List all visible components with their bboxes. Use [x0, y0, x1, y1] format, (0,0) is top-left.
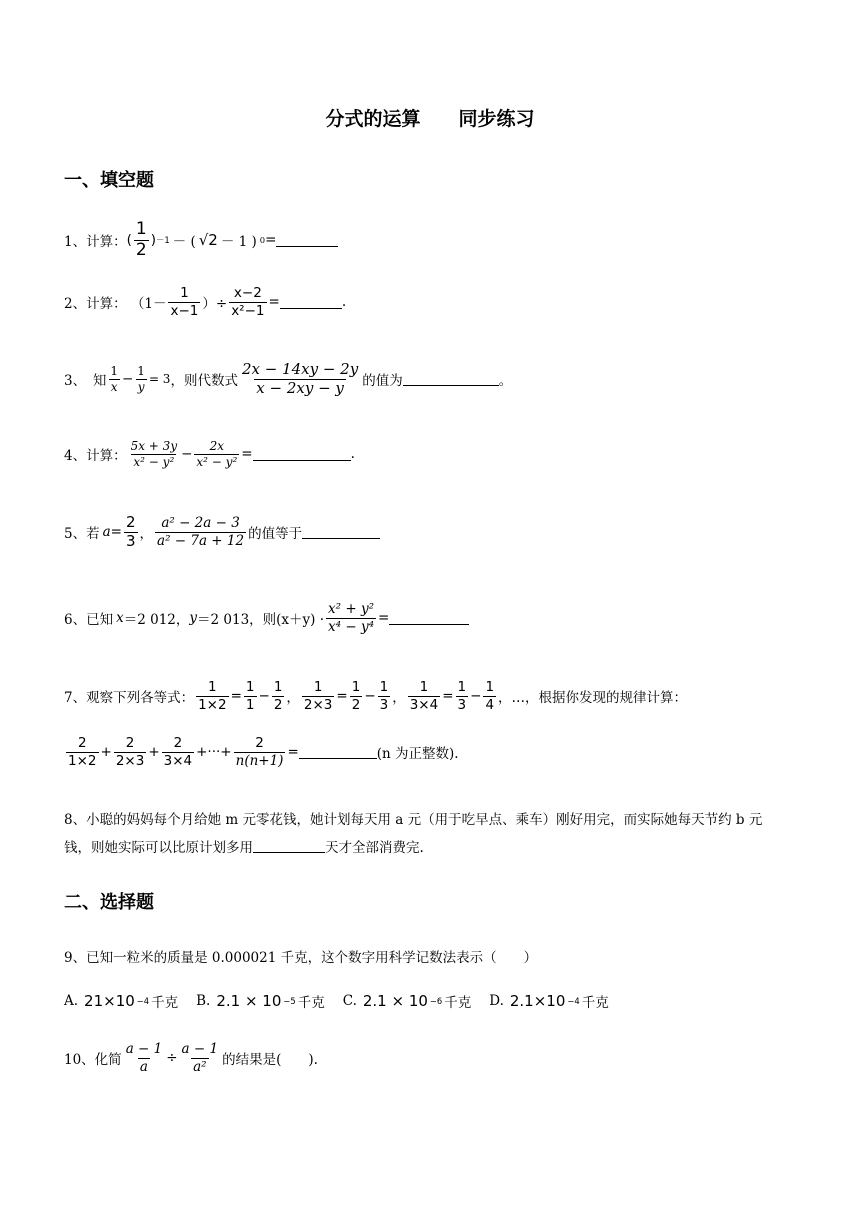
q7-s4-num: 2 — [255, 735, 264, 752]
question-5 — [64, 510, 380, 554]
q7-s3-num: 2 — [173, 735, 183, 752]
q10-num2: a − 1 — [181, 1041, 219, 1058]
q3-frac-b — [135, 365, 147, 393]
q4-den1: x² − y² — [133, 454, 175, 469]
q5-fraction-1 — [124, 512, 138, 550]
q7-e2-b-num: 1 — [379, 679, 389, 696]
q9-option-c-base: 2.1 × 10 — [362, 992, 428, 1010]
q3-den: x − 2xy − y — [256, 378, 344, 397]
q4-fraction-2 — [194, 440, 239, 468]
q7-s4-den: n(n+1) — [235, 752, 284, 769]
q2-answer-blank[interactable] — [280, 296, 342, 309]
question-4 — [64, 434, 355, 474]
q3-a-den: x — [110, 379, 118, 394]
q8-line2-end: 天才全部消费完. — [325, 840, 424, 856]
q8-answer-blank[interactable] — [253, 840, 325, 853]
q7-prefix: 7、观察下列各等式： — [64, 690, 195, 706]
q5-fraction-2 — [155, 516, 246, 547]
q2-prefix: 2、计算： （1－ — [64, 296, 167, 312]
q9-option-a-unit: 千克 — [151, 995, 179, 1011]
q4-num2: 2x — [209, 438, 225, 453]
question-1: 1、计算： ( $\frac{1}{2}$ ) －1 － ( √2 － 1 ) 0 = — [64, 224, 338, 256]
q5-answer-blank[interactable] — [302, 526, 380, 539]
q6-num: x² + y² — [328, 601, 374, 618]
q1-rest: － 1 ) — [220, 234, 257, 250]
q5-den1: 3 — [125, 531, 136, 550]
q7-e1-a-num: 1 — [245, 679, 255, 696]
q10-fraction-1 — [124, 1042, 165, 1073]
q7-e3-a-num: 1 — [457, 679, 467, 696]
question-2 — [64, 282, 346, 322]
q5-equals: = — [110, 524, 122, 540]
q7-equation-2: $\frac{1}{2\times 3}$ = $\frac{1}{2}$ − $\frac{1}{3}$ ， — [303, 679, 406, 713]
q9-options — [64, 990, 609, 1012]
q7-s2-num: 2 — [125, 735, 135, 752]
q3-eq3: = 3 — [148, 372, 171, 386]
q9-option-d[interactable]: D. 2.1×10 −4 千克 — [489, 992, 609, 1011]
q6-prefix: 6、已知 — [64, 612, 114, 628]
q3-num: 2x − 14xy − 2y — [241, 359, 359, 378]
q1-equals: = — [265, 232, 277, 248]
q2-num2: x−2 — [233, 285, 262, 302]
q1-minus: － ( — [172, 234, 196, 250]
section-heading-fill-in: 一、填空题 — [64, 170, 154, 191]
q4-answer-blank[interactable] — [253, 448, 351, 461]
question-6 — [64, 596, 469, 640]
q10-num1: a − 1 — [125, 1041, 163, 1058]
q6-equals: = — [378, 610, 390, 626]
page-title: 分式的运算 同步练习 — [325, 108, 535, 130]
q7-s2-den: 2×3 — [115, 752, 145, 769]
q5-prefix: 5、若 — [64, 526, 100, 542]
question-10 — [64, 1034, 318, 1082]
q7-e2-a-num: 1 — [351, 679, 361, 696]
q7-e1-b-den: 2 — [273, 696, 283, 713]
q5-suffix: 的值等于 — [248, 526, 303, 542]
q7-e3-a-den: 3 — [457, 696, 467, 713]
q5-num1: 2 — [125, 512, 136, 531]
q7-s1-num: 2 — [77, 735, 87, 752]
q10-fraction-2 — [180, 1042, 221, 1073]
q7-e3-b-num: 1 — [485, 679, 495, 696]
q3-frac-a — [108, 365, 120, 393]
q7-dots: +···+ — [196, 744, 232, 760]
q9-option-b-base: 2.1 × 10 — [216, 992, 282, 1010]
q4-num1: 5x + 3y — [130, 438, 178, 453]
q1-num: 1 — [135, 218, 147, 239]
q7-suffix: (n 为正整数). — [376, 746, 459, 762]
q9-option-d-base: 2.1×10 — [509, 992, 566, 1010]
q9-option-a-label: A. — [64, 993, 79, 1009]
q9-option-b[interactable]: B. 2.1 × 10 −5 千克 — [196, 992, 325, 1011]
q6-y: y — [189, 610, 198, 626]
q7-equation-3: $\frac{1}{3\times 4}$ = $\frac{1}{3}$ − $\frac{1}{4}$ — [409, 679, 495, 713]
question-3 — [64, 356, 512, 402]
q3-b-num: 1 — [137, 363, 145, 378]
q2-equals: = — [268, 294, 280, 310]
q7-e3-lhs-num: 1 — [419, 679, 429, 696]
q4-equals: = — [241, 446, 253, 462]
q7-answer-blank[interactable] — [299, 746, 377, 759]
q6-xval: ＝2 012， — [123, 612, 190, 628]
q1-prefix: 1、计算： — [64, 234, 127, 250]
q6-yval: ＝2 013，则(x＋y) · — [197, 612, 325, 628]
q7-e2-b-den: 3 — [379, 696, 389, 713]
q3-b-den: y — [137, 379, 145, 394]
q7-equation-1: $\frac{1}{1\times 2}$ = $\frac{1}{1}$ − $\frac{1}{2}$ ， — [198, 679, 300, 713]
q5-var: a — [102, 524, 111, 540]
q2-num1: 1 — [180, 285, 189, 302]
q10-den1: a — [139, 1058, 148, 1075]
q7-e3-lhs-den: 3×4 — [409, 696, 439, 713]
q9-option-a[interactable]: A. 21×10 −4 千克 — [64, 992, 179, 1011]
q3-expression — [240, 359, 360, 397]
q9-option-c[interactable]: C. 2.1 × 10 −6 千克 — [342, 992, 472, 1011]
question-7 — [64, 674, 687, 718]
q4-den2: x² − y² — [196, 454, 238, 469]
question-8-line-2 — [64, 836, 424, 856]
q4-period: . — [350, 446, 355, 462]
q7-e2-lhs-num: 1 — [313, 679, 323, 696]
q7-e3-b-den: 4 — [485, 696, 495, 713]
q7-e1-b-num: 1 — [273, 679, 283, 696]
q2-den1: x−1 — [170, 302, 199, 319]
q4-fraction-1 — [129, 440, 180, 468]
q7-e2-lhs-den: 2×3 — [303, 696, 333, 713]
q7-s3-den: 3×4 — [163, 752, 193, 769]
q4-minus: − — [181, 446, 193, 462]
question-8-line-1: 8、小聪的妈妈每个月给她 m 元零花钱，她计划每天用 a 元（用于吃早点、乘车）刚好用完，而实际她每天节约 b 元 — [64, 812, 763, 828]
q1-den: 2 — [135, 239, 147, 260]
q1-answer-blank[interactable] — [276, 234, 338, 247]
section-heading-multiple-choice: 二、选择题 — [64, 892, 154, 913]
q7-e1-lhs-num: 1 — [208, 679, 217, 696]
q7-ellipsis-text: ，…，根据你发现的规律计算： — [498, 690, 688, 706]
q8-line2-start: 钱，则她实际可以比原计划多用 — [64, 840, 253, 856]
q6-fraction — [326, 602, 376, 633]
q7-e2-a-den: 2 — [351, 696, 361, 713]
q2-period: . — [341, 294, 347, 310]
q9-option-c-unit: 千克 — [444, 995, 472, 1011]
q9-option-b-label: B. — [196, 993, 211, 1009]
q10-prefix: 10、化简 — [64, 1052, 122, 1068]
q3-a-num: 1 — [110, 363, 118, 378]
q10-den2: a² — [193, 1058, 207, 1075]
q9-option-d-label: D. — [489, 993, 504, 1009]
q3-mid-text: ，则代数式 — [170, 373, 238, 389]
q3-answer-blank[interactable] — [403, 373, 499, 386]
q1-radical: √2 — [198, 231, 218, 249]
q5-comma: ， — [139, 526, 154, 542]
q7-sum-line: $\frac{2}{1\times 2}$ + $\frac{2}{2\times 3}$ + $\frac{2}{3\times 4}$ +···+ $\frac{2}{n(n+1)}$ = (n 为正整数). — [68, 735, 459, 769]
q4-prefix: 4、计算： — [64, 448, 127, 464]
q9-option-d-unit: 千克 — [581, 995, 609, 1011]
q7-e1-lhs-den: 1×2 — [198, 696, 227, 713]
q5-num2: a² − 2a − 3 — [161, 515, 240, 532]
q1-rparen: ) — [150, 232, 156, 248]
q6-answer-blank[interactable] — [389, 612, 469, 625]
q7-equals: = — [287, 744, 299, 760]
q9-option-a-base: 21×10 — [84, 992, 135, 1010]
q1-lparen: ( — [126, 232, 132, 248]
q6-den: x⁴ − y⁴ — [328, 618, 374, 635]
q3-minus: − — [121, 371, 134, 387]
q3-period: 。 — [498, 373, 513, 389]
q9-option-c-label: C. — [342, 993, 357, 1009]
q7-e1-a-den: 1 — [245, 696, 255, 713]
q5-den2: a² − 7a + 12 — [157, 532, 245, 549]
q7-s1-den: 1×2 — [68, 752, 97, 769]
q2-fraction-2 — [229, 286, 266, 317]
q10-divide: ÷ — [166, 1050, 178, 1066]
q2-den2: x²−1 — [231, 302, 265, 319]
question-9: 9、已知一粒米的质量是 0.000021 千克，这个数字用科学记数法表示（ ） — [64, 950, 538, 966]
q2-fraction-1 — [168, 286, 200, 317]
q2-divide: ）÷ — [202, 296, 228, 312]
q6-x: x — [116, 610, 124, 626]
q1-fraction — [134, 218, 149, 260]
q9-option-b-unit: 千克 — [297, 995, 325, 1011]
q3-prefix: 3、 知 — [64, 373, 107, 389]
q10-suffix: 的结果是( ). — [222, 1052, 318, 1068]
q3-suffix: 的值为 — [362, 373, 403, 389]
